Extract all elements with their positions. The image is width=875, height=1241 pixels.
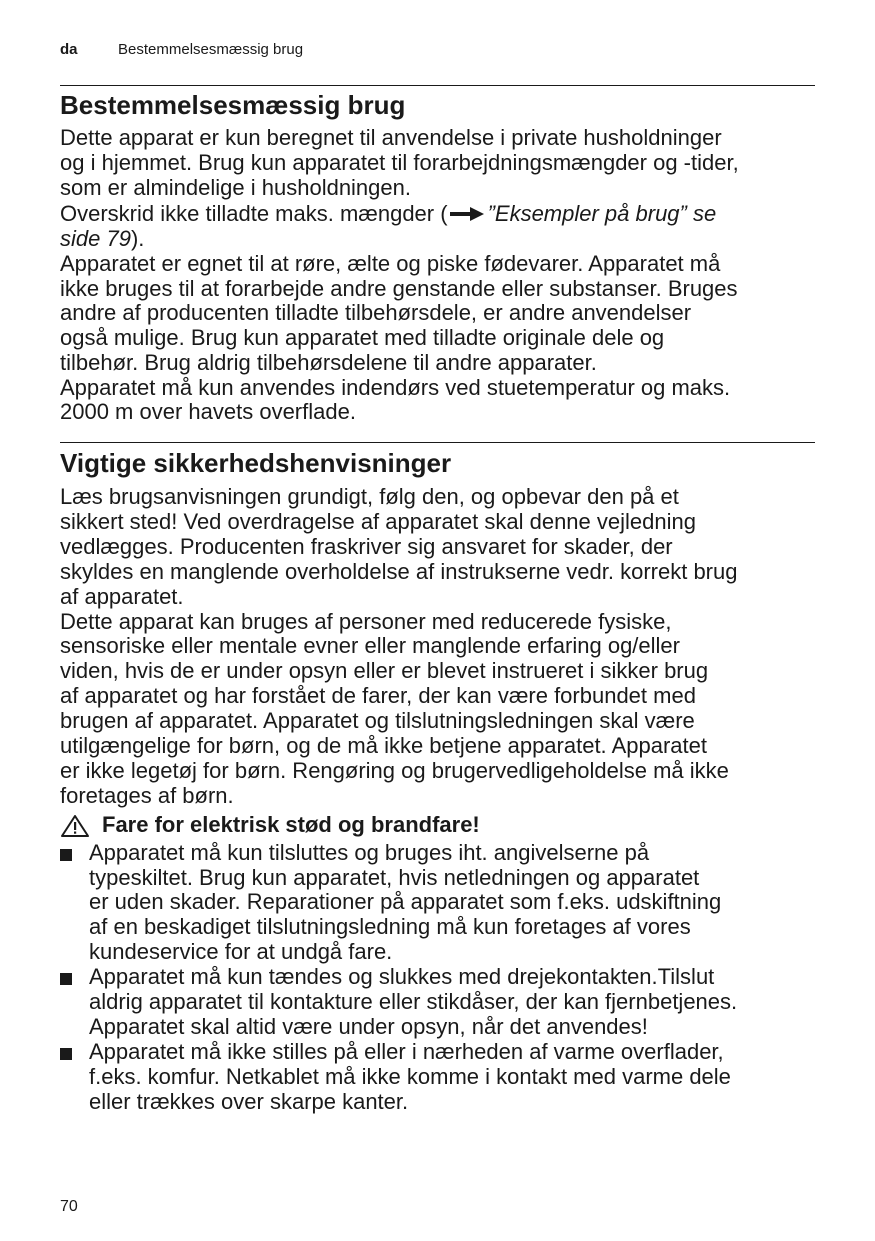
bullet-marker xyxy=(60,973,72,985)
cross-reference-line xyxy=(60,201,716,226)
section-heading-intended-use: Bestemmelsesmæssig brug xyxy=(60,90,406,120)
paragraph-line: Dette apparat kan bruges af personer med reducerede fysiske, xyxy=(60,609,672,634)
header-divider xyxy=(60,85,815,86)
paragraph-line: af apparatet. xyxy=(60,584,184,609)
cross-reference-text: Overskrid ikke tilladte maks. mængder ( xyxy=(60,201,448,226)
section-heading-safety: Vigtige sikkerhedshenvisninger xyxy=(60,448,452,478)
bullet-marker xyxy=(60,849,72,861)
paragraph-line: også mulige. Brug kun apparatet med tilladte originale dele og xyxy=(60,325,665,350)
bullet-line: Apparatet må ikke stilles på eller i nærheden af varme overflader, xyxy=(89,1039,724,1064)
paragraph-line: tilbehør. Brug aldrig tilbehørsdelene til andre apparater. xyxy=(60,350,597,375)
paragraph-line: sikkert sted! Ved overdragelse af apparatet skal denne vejledning xyxy=(60,509,696,534)
paragraph-line: andre af producenten tilladte tilbehørsdele, er andre anvendelser xyxy=(60,300,692,325)
bullet-line: aldrig apparatet til kontakture eller stikdåser, der kan fjernbetjenes. xyxy=(89,989,738,1014)
paragraph-line: viden, hvis de er under opsyn eller er blevet instrueret i sikker brug xyxy=(60,658,709,683)
bullet-line: Apparatet skal altid være under opsyn, når det anvendes! xyxy=(89,1014,648,1039)
section-divider xyxy=(60,442,815,443)
page-number: 70 xyxy=(60,1198,78,1215)
warning-text: Fare for elektrisk stød og brandfare! xyxy=(102,812,480,837)
paragraph-line: Apparatet er egnet til at røre, ælte og piske fødevarer. Apparatet må xyxy=(60,251,721,276)
bullet-line: eller trækkes over skarpe kanter. xyxy=(89,1089,409,1114)
bullet-marker xyxy=(60,1048,72,1060)
bullet-line: Apparatet må kun tændes og slukkes med drejekontakten.Tilslut xyxy=(89,964,715,989)
paragraph-line: er ikke legetøj for børn. Rengøring og brugervedligeholdelse må ikke xyxy=(60,758,729,783)
paragraph-line: 2000 m over havets overflade. xyxy=(60,399,356,424)
cross-reference-page-link[interactable]: side 79 xyxy=(60,226,131,251)
warning-triangle-icon xyxy=(60,814,90,838)
paragraph-line: vedlægges. Producenten fraskriver sig ansvaret for skader, der xyxy=(60,534,673,559)
paragraph-line: Læs brugsanvisningen grundigt, følg den, og opbevar den på et xyxy=(60,484,679,509)
cross-reference-link[interactable]: ”Eksempler på brug” se xyxy=(487,201,717,226)
paragraph-line: foretages af børn. xyxy=(60,783,234,808)
paragraph-line: og i hjemmet. Brug kun apparatet til forarbejdningsmængder og -tider, xyxy=(60,150,739,175)
paragraph-line: ikke bruges til at forarbejde andre genstande eller substanser. Bruges xyxy=(60,276,738,301)
paragraph-line: utilgængelige for børn, og de må ikke betjene apparatet. Apparatet xyxy=(60,733,707,758)
bullet-line: af en beskadiget tilslutningsledning må kun foretages af vores xyxy=(89,914,691,939)
language-code: da xyxy=(60,41,78,58)
cross-reference-close: ). xyxy=(130,226,145,251)
paragraph-line: skyldes en manglende overholdelse af instrukserne vedr. korrekt brug xyxy=(60,559,738,584)
arrow-right-icon xyxy=(450,207,484,221)
paragraph-line: sensoriske eller mentale evner eller manglende erfaring og/eller xyxy=(60,633,680,658)
bullet-line: er uden skader. Reparationer på apparatet som f.eks. udskiftning xyxy=(89,889,722,914)
running-header-title: Bestemmelsesmæssig brug xyxy=(118,41,304,58)
bullet-line: typeskiltet. Brug kun apparatet, hvis netledningen og apparatet xyxy=(89,865,700,890)
cross-reference-line xyxy=(60,226,144,251)
bullet-line: f.eks. komfur. Netkablet må ikke komme i kontakt med varme dele xyxy=(89,1064,731,1089)
paragraph-line: Apparatet må kun anvendes indendørs ved stuetemperatur og maks. xyxy=(60,375,731,400)
bullet-line: Apparatet må kun tilsluttes og bruges iht. angivelserne på xyxy=(89,840,650,865)
bullet-line: kundeservice for at undgå fare. xyxy=(89,939,393,964)
paragraph-line: Dette apparat er kun beregnet til anvendelse i private husholdninger xyxy=(60,125,722,150)
paragraph-line: af apparatet og har forstået de farer, der kan være forbundet med xyxy=(60,683,696,708)
paragraph-line: brugen af apparatet. Apparatet og tilslutningsledningen skal være xyxy=(60,708,695,733)
paragraph-line: som er almindelige i husholdningen. xyxy=(60,175,411,200)
